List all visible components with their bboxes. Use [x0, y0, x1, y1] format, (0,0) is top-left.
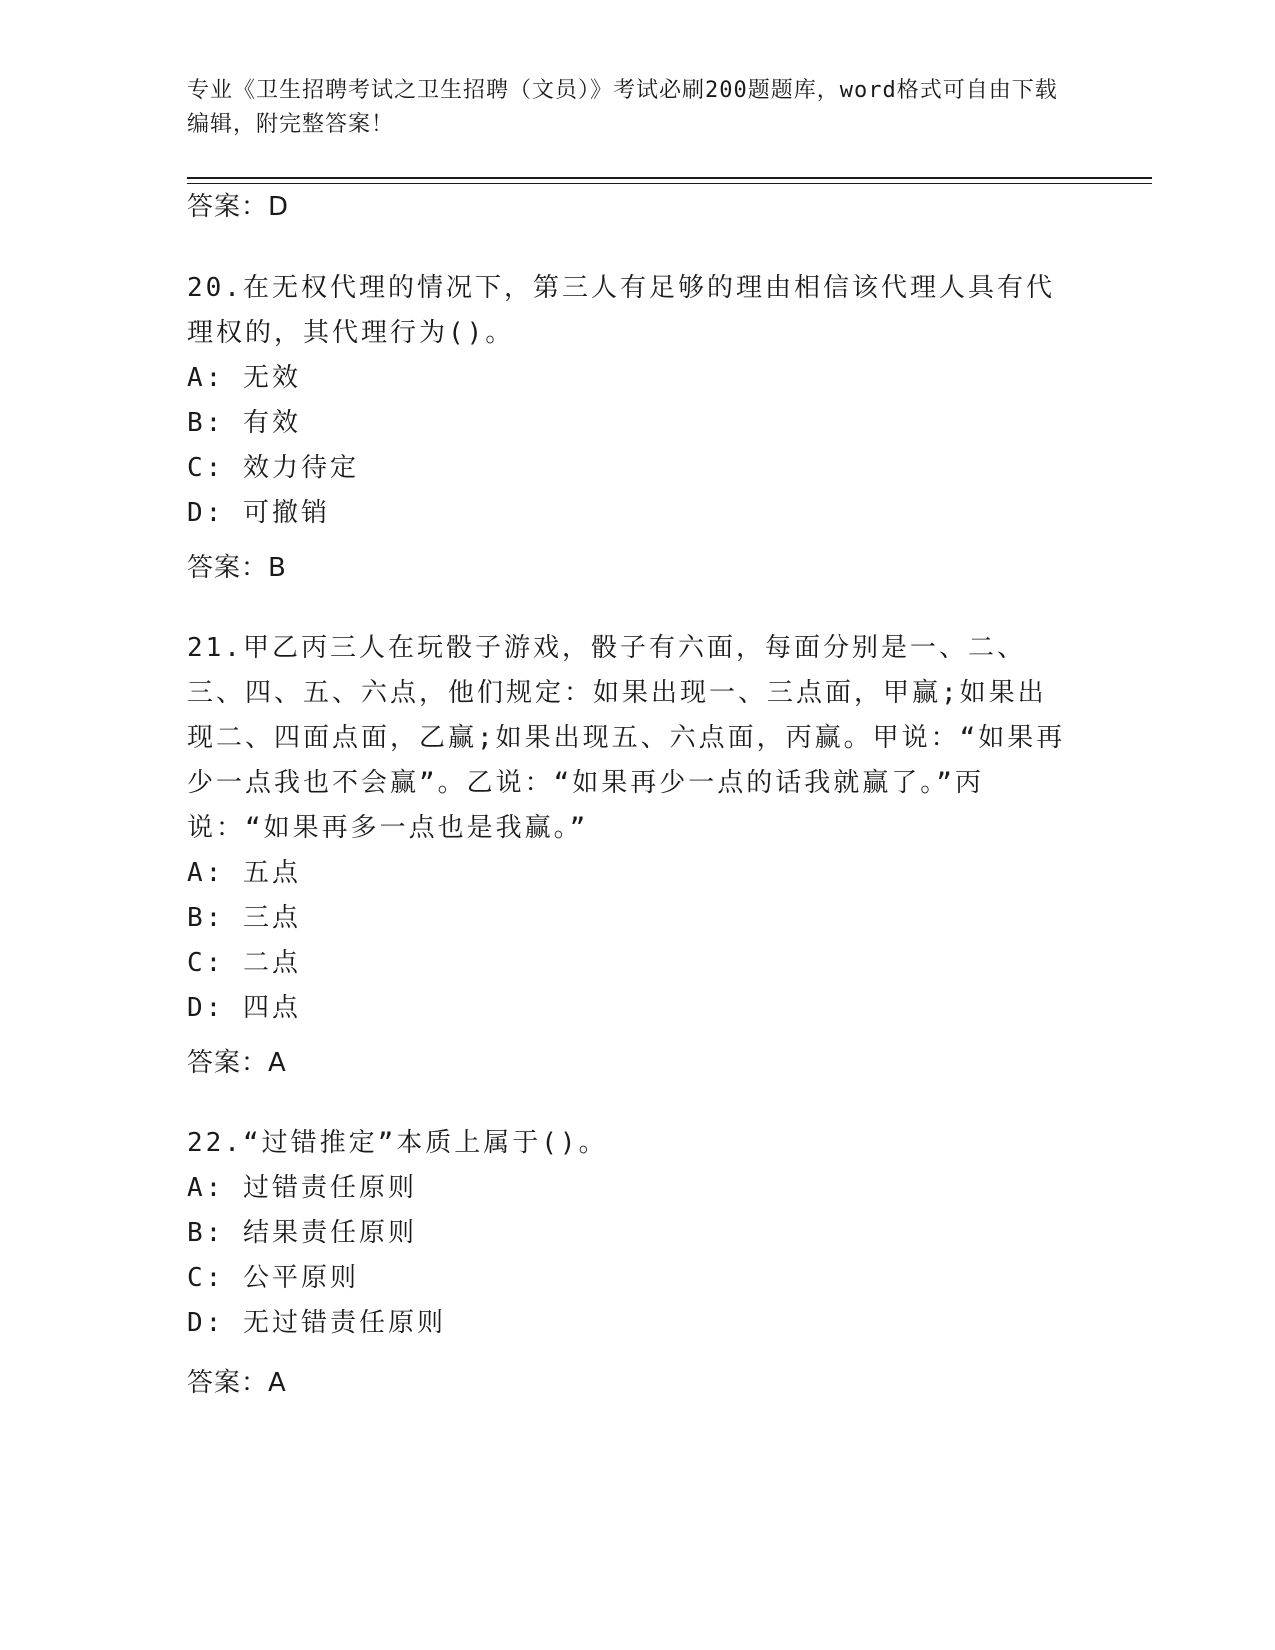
- question-text: 20.在无权代理的情况下，第三人有足够的理由相信该代理人具有代理权的，其代理行为()。: [187, 273, 1055, 348]
- option-c: C: 二点: [187, 948, 301, 978]
- header-divider-thin: [187, 183, 1152, 184]
- document-header: 专业《卫生招聘考试之卫生招聘（文员）》考试必刷200题题库，word格式可自由下载编辑，附完整答案！: [187, 78, 1058, 137]
- option-c: C: 效力待定: [187, 453, 359, 483]
- question-text: 22.“过错推定”本质上属于()。: [187, 1128, 608, 1158]
- option-b: B: 结果责任原则: [187, 1218, 417, 1248]
- option-c: C: 公平原则: [187, 1263, 359, 1293]
- option-b: B: 有效: [187, 408, 301, 438]
- question-20: [187, 266, 1067, 536]
- option-a: A: 无效: [187, 363, 301, 393]
- question-text: 21.甲乙丙三人在玩骰子游戏，骰子有六面，每面分别是一、二、三、四、五、六点，他们规定：如果出现一、三点面，甲赢;如果出现二、四面点面，乙赢;如果出现五、六点面，丙赢。甲说：“如果再少一点我也不会赢”。乙说：“如果再少一点的话我就赢了。”丙说：“如果再多一点也是我赢。”: [187, 633, 1066, 843]
- option-a: A: 五点: [187, 858, 301, 888]
- option-b: B: 三点: [187, 903, 301, 933]
- header-divider-thick: [187, 177, 1152, 179]
- answer-20: 答案：B: [187, 553, 287, 583]
- option-a: A: 过错责任原则: [187, 1173, 417, 1203]
- question-22: [187, 1121, 1067, 1346]
- question-21: [187, 626, 1067, 1031]
- answer-22: 答案：A: [187, 1368, 287, 1398]
- option-d: D: 可撤销: [187, 498, 330, 528]
- option-d: D: 四点: [187, 993, 301, 1023]
- answer-21: 答案：A: [187, 1048, 287, 1078]
- previous-answer: 答案：D: [187, 192, 290, 222]
- option-d: D: 无过错责任原则: [187, 1308, 446, 1338]
